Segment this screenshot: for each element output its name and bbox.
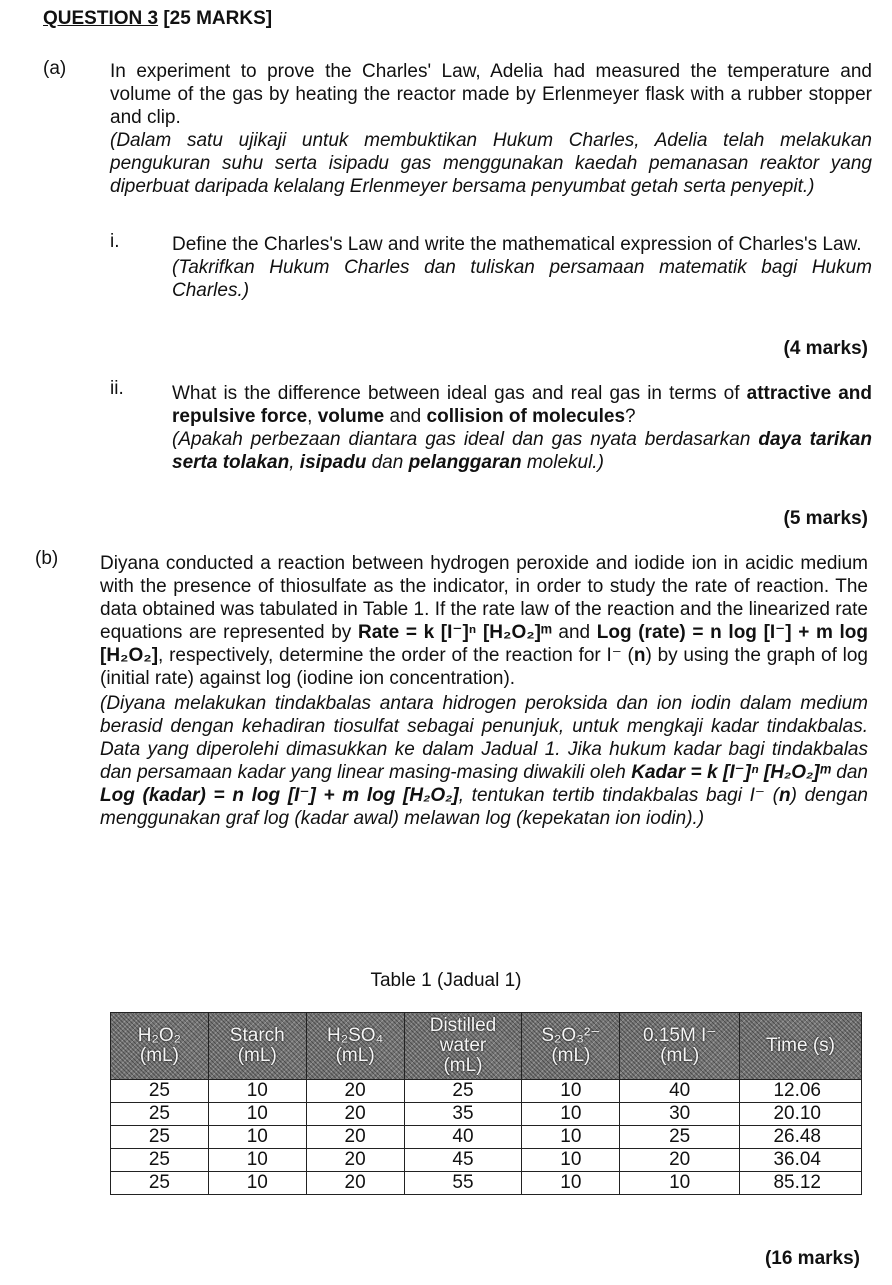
table-cell: 10 bbox=[522, 1126, 620, 1149]
table-cell: 35 bbox=[404, 1103, 522, 1126]
table-cell: 26.48 bbox=[740, 1126, 862, 1149]
text-span: dan bbox=[366, 452, 409, 473]
part-b-marks: (16 marks) bbox=[764, 1248, 860, 1269]
table-cell: 10 bbox=[208, 1149, 306, 1172]
part-a-i-malay: (Takrifkan Hukum Charles dan tuliskan persamaan matematik bagi Hukum Charles.) bbox=[172, 257, 872, 301]
table-cell: 55 bbox=[404, 1172, 522, 1195]
header-unit: (mL) bbox=[443, 1055, 483, 1076]
text-span: ) by using the graph of log (initial rate) against log (iodine ion concentration). bbox=[100, 645, 868, 689]
table-cell: 85.12 bbox=[740, 1172, 862, 1195]
table-caption: Table 1 (Jadual 1) bbox=[370, 970, 522, 991]
data-table bbox=[110, 1012, 862, 1195]
header-time bbox=[740, 1013, 862, 1080]
table-row bbox=[111, 1080, 862, 1103]
header-iodide bbox=[620, 1013, 740, 1080]
header-unit: (mL) bbox=[139, 1045, 179, 1066]
header-unit: (mL) bbox=[237, 1045, 277, 1066]
text-span: , bbox=[307, 406, 318, 427]
table-cell: 10 bbox=[208, 1103, 306, 1126]
table-cell: 10 bbox=[620, 1172, 740, 1195]
text-span: Diyana conducted a reaction between hydrogen peroxide and iodide ion in acidic medium with the presence of thiosulfate as the indicator, in order to study the rate of reaction. The data obtained was tabulated in Table 1. If the rate law of the reaction and the linearized rate equations are represented by bbox=[100, 553, 868, 643]
header-text: Time (s) bbox=[766, 1035, 835, 1056]
table-cell: 45 bbox=[404, 1149, 522, 1172]
header-text: Starch bbox=[229, 1025, 285, 1046]
part-a-stem bbox=[110, 60, 872, 198]
table-cell: 10 bbox=[208, 1080, 306, 1103]
part-a-english: In experiment to prove the Charles' Law, Adelia had measured the temperature and volume of the gas by heating the reactor made by Erlenmeyer flask with a rubber stopper and clip. bbox=[110, 61, 872, 128]
bold-term: isipadu bbox=[299, 452, 367, 473]
text-span: (Apakah perbezaan diantara gas ideal dan gas nyata berdasarkan bbox=[172, 429, 759, 450]
text-span: ? bbox=[625, 406, 636, 427]
table-cell: 10 bbox=[208, 1172, 306, 1195]
bold-term: volume bbox=[317, 406, 385, 427]
header-text: H₂O₂ bbox=[137, 1025, 182, 1046]
table-cell: 20 bbox=[620, 1149, 740, 1172]
text-span: and bbox=[384, 406, 427, 427]
part-a-i-label: i. bbox=[110, 231, 120, 252]
rate-law: Rate = k [I⁻]ⁿ [H₂O₂]ᵐ bbox=[357, 622, 552, 643]
header-thiosulfate bbox=[522, 1013, 620, 1080]
header-text: H₂SO₄ bbox=[326, 1025, 384, 1046]
table-cell: 10 bbox=[522, 1103, 620, 1126]
text-span: , tentukan tertib tindakbalas bagi I⁻ ( bbox=[458, 785, 779, 806]
part-a-i-text bbox=[172, 233, 872, 302]
bold-term: attractive and repulsive force bbox=[172, 383, 873, 427]
linearized-rate-equation: Log (rate) = n log [I⁻] + m log [H₂O₂] bbox=[100, 622, 868, 666]
table-cell: 40 bbox=[404, 1126, 522, 1149]
question-title bbox=[43, 8, 272, 30]
table-cell: 10 bbox=[522, 1149, 620, 1172]
bold-term: collision of molecules bbox=[426, 406, 626, 427]
part-b-english bbox=[100, 552, 868, 690]
part-a-label: (a) bbox=[43, 58, 67, 79]
part-a-ii-malay bbox=[172, 428, 872, 474]
part-a-i-marks: (4 marks) bbox=[783, 338, 868, 359]
header-text: water bbox=[439, 1035, 487, 1056]
table-cell: 20 bbox=[306, 1172, 404, 1195]
table-cell: 25 bbox=[404, 1080, 522, 1103]
table-cell: 20 bbox=[306, 1149, 404, 1172]
header-h2so4 bbox=[306, 1013, 404, 1080]
table-cell: 25 bbox=[111, 1149, 209, 1172]
table-cell: 12.06 bbox=[740, 1080, 862, 1103]
part-a-ii-label: ii. bbox=[110, 378, 124, 399]
part-a-ii-marks: (5 marks) bbox=[783, 508, 868, 529]
table-cell: 25 bbox=[111, 1080, 209, 1103]
text-span: molekul.) bbox=[521, 452, 604, 473]
text-span: dan bbox=[830, 762, 868, 783]
part-a-i-english: Define the Charles's Law and write the mathematical expression of Charles's Law. bbox=[172, 234, 862, 255]
part-b-malay bbox=[100, 692, 868, 830]
text-span: What is the difference between ideal gas and real gas in terms of bbox=[172, 383, 747, 404]
header-starch bbox=[208, 1013, 306, 1080]
table-cell: 30 bbox=[620, 1103, 740, 1126]
linearized-rate-equation: Log (kadar) = n log [I⁻] + m log [H₂O₂] bbox=[100, 785, 459, 806]
text-span: , respectively, determine the order of the reaction for I⁻ ( bbox=[158, 645, 634, 666]
table-row bbox=[111, 1149, 862, 1172]
text-span: , bbox=[289, 452, 300, 473]
part-b-stem bbox=[100, 552, 868, 830]
table-cell: 20 bbox=[306, 1126, 404, 1149]
part-a-ii-english bbox=[172, 382, 872, 428]
rate-law: Kadar = k [I⁻]ⁿ [H₂O₂]ᵐ bbox=[631, 762, 831, 783]
header-distilled-water bbox=[404, 1013, 522, 1080]
header-unit: (mL) bbox=[660, 1045, 700, 1066]
table-row bbox=[111, 1172, 862, 1195]
header-text: S₂O₃²⁻ bbox=[541, 1025, 601, 1046]
part-b-label: (b) bbox=[35, 548, 59, 569]
table-cell: 20.10 bbox=[740, 1103, 862, 1126]
table-cell: 10 bbox=[208, 1126, 306, 1149]
header-text: 0.15M I⁻ bbox=[642, 1025, 717, 1046]
table-row bbox=[111, 1126, 862, 1149]
header-unit: (mL) bbox=[335, 1045, 375, 1066]
header-h2o2 bbox=[111, 1013, 209, 1080]
table-cell: 40 bbox=[620, 1080, 740, 1103]
table-cell: 25 bbox=[111, 1126, 209, 1149]
bold-term: pelanggaran bbox=[408, 452, 522, 473]
order-symbol: n bbox=[778, 785, 791, 806]
question-total-marks: [25 MARKS] bbox=[158, 8, 273, 29]
table-cell: 20 bbox=[306, 1103, 404, 1126]
table-cell: 10 bbox=[522, 1080, 620, 1103]
bold-term: daya tarikan serta tolakan bbox=[172, 429, 872, 473]
header-unit: (mL) bbox=[551, 1045, 591, 1066]
question-number: QUESTION 3 bbox=[43, 8, 159, 29]
table-header-row bbox=[111, 1013, 862, 1080]
text-span: (Diyana melakukan tindakbalas antara hidrogen peroksida dan ion iodin dalam medium berasid dengan kehadiran tiosulfat sebagai penunjuk, untuk mengkaji kadar tindakbalas. Data yang diperolehi dimasukkan ke dalam Jadual 1. Jika hukum kadar bagi tindakbalas dan persamaan kadar yang linear masing-masing diwakili oleh bbox=[100, 693, 868, 783]
text-span: ) dengan menggunakan graf log (kadar awal) melawan log (kepekatan ion iodin).) bbox=[100, 785, 869, 829]
text-span: and bbox=[551, 622, 597, 643]
table-cell: 10 bbox=[522, 1172, 620, 1195]
header-text: Distilled bbox=[429, 1015, 497, 1036]
part-a-malay: (Dalam satu ujikaji untuk membuktikan Hukum Charles, Adelia telah melakukan pengukuran suhu serta isipadu gas menggunakan kaedah pemanasan reaktor yang diperbuat daripada kelalang Erlenmeyer bersama penyumbat getah serta penyepit.) bbox=[110, 130, 872, 197]
part-a-ii-text bbox=[172, 382, 872, 474]
table-row bbox=[111, 1103, 862, 1126]
table-cell: 25 bbox=[111, 1103, 209, 1126]
table-cell: 20 bbox=[306, 1080, 404, 1103]
order-symbol: n bbox=[633, 645, 646, 666]
table-cell: 25 bbox=[111, 1172, 209, 1195]
table-cell: 25 bbox=[620, 1126, 740, 1149]
table-cell: 36.04 bbox=[740, 1149, 862, 1172]
